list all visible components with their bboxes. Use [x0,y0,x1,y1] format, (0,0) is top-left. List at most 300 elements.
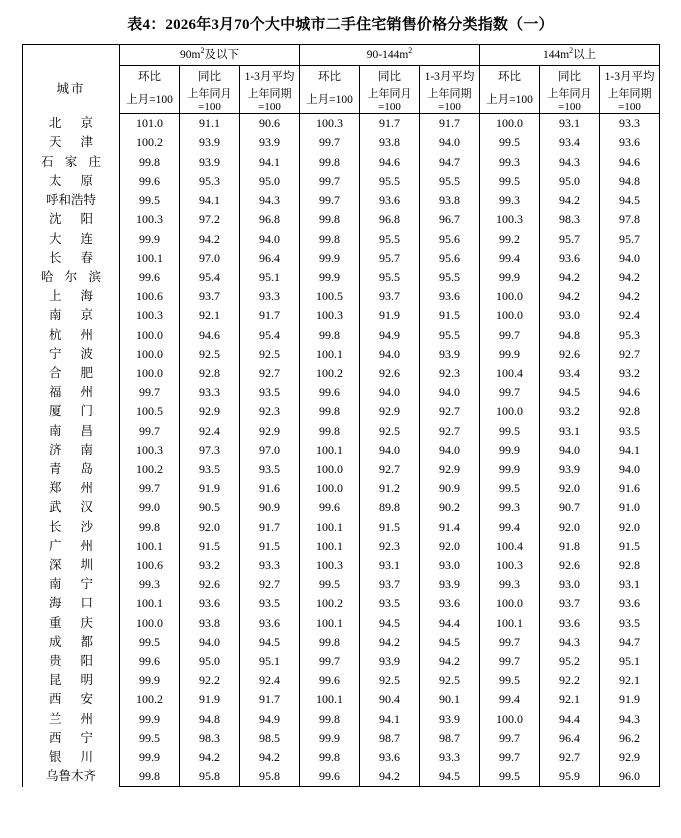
cell-value: 91.4 [420,518,480,537]
row-city-label: 南 昌 [23,422,120,441]
cell-value: 93.8 [180,614,240,633]
cell-value: 95.6 [420,230,480,249]
cell-value: 100.2 [316,365,343,380]
base-header-2-1: 上年同月=100 [540,88,600,114]
cell-value: 96.0 [600,767,660,787]
cell-value: 100.0 [496,596,524,611]
row-city-label: 长 沙 [23,518,120,537]
row-city-label: 广 州 [23,537,120,556]
cell-value: 91.5 [420,306,480,325]
table-row [23,210,660,229]
base-header-0-0: 上月=100 [120,88,180,114]
cell-value: 91.1 [180,114,240,134]
cell-value: 92.7 [420,422,480,441]
table-row [23,614,660,633]
cell-value: 95.5 [420,326,480,345]
base-header-0-2: 上年同期=100 [240,88,300,114]
cell-value: 92.9 [360,402,420,421]
cell-value: 93.3 [240,287,300,306]
cell-value: 100.3 [316,116,343,131]
cell-value: 93.5 [600,422,660,441]
table-row [23,460,660,479]
cell-value: 101.0 [120,114,180,134]
cell-value: 94.5 [540,383,600,402]
cell-value: 92.1 [540,690,600,709]
cell-value: 100.3 [316,557,343,572]
base-header-1-0: 上月=100 [300,88,360,114]
cell-value: 94.0 [360,383,420,402]
table-row [23,690,660,709]
cell-value: 93.9 [540,460,600,479]
cell-value: 92.9 [600,748,660,767]
cell-value: 91.7 [240,518,300,537]
cell-value: 95.9 [540,767,600,787]
group-header-0: $90m^2$及以下 [120,45,300,66]
cell-value: 99.7 [499,749,521,764]
table-row [23,345,660,364]
cell-value: 94.5 [240,633,300,652]
cell-value: 92.5 [180,345,240,364]
cell-value: 94.5 [600,191,660,210]
cell-value: 100.1 [316,692,343,707]
cell-value: 99.9 [120,748,180,767]
cell-value: 92.2 [180,671,240,690]
cell-value: 100.0 [120,364,180,383]
cell-value: 99.4 [499,519,521,534]
cell-value: 95.3 [600,326,660,345]
cell-value: 99.9 [499,442,521,457]
table-row [23,575,660,594]
cell-value: 99.3 [499,193,521,208]
row-city-label: 西 宁 [23,729,120,748]
cell-value: 100.1 [120,249,180,268]
cell-value: 93.2 [540,402,600,421]
row-city-label: 郑 州 [23,479,120,498]
cell-value: 95.1 [240,652,300,671]
cell-value: 99.5 [120,729,180,748]
row-city-label: 太 原 [23,172,120,191]
cell-value: 95.0 [180,652,240,671]
cell-value: 99.9 [499,461,521,476]
cell-value: 100.0 [496,711,524,726]
cell-value: 92.7 [360,460,420,479]
cell-value: 99.5 [319,577,340,592]
row-city-label: 海 口 [23,594,120,613]
cell-value: 95.0 [240,172,300,191]
cell-value: 96.8 [360,210,420,229]
cell-value: 92.8 [600,556,660,575]
cell-value: 95.5 [360,268,420,287]
cell-value: 93.7 [360,287,420,306]
cell-value: 99.8 [120,153,180,172]
cell-value: 100.1 [496,615,524,630]
cell-value: 99.8 [120,767,180,787]
sub-header-0-0: 环比 [120,66,180,89]
cell-value: 94.5 [360,614,420,633]
header-city: 城市 [23,66,120,114]
cell-value: 92.5 [420,671,480,690]
cell-value: 96.2 [600,729,660,748]
cell-value: 94.3 [540,153,600,172]
cell-value: 93.4 [540,364,600,383]
table-row [23,671,660,690]
cell-value: 99.6 [120,172,180,191]
row-city-label: 贵 阳 [23,652,120,671]
cell-value: 99.8 [319,327,340,342]
base-header-2-0: 上月=100 [480,88,540,114]
cell-value: 94.2 [240,748,300,767]
table-row [23,326,660,345]
cell-value: 92.5 [240,345,300,364]
cell-value: 93.6 [600,133,660,152]
cell-value: 100.3 [120,210,180,229]
table-row [23,441,660,460]
cell-value: 92.7 [240,575,300,594]
group-header-2: $144m^2$以上 [480,45,660,66]
cell-value: 94.2 [600,287,660,306]
cell-value: 94.8 [600,172,660,191]
cell-value: 93.7 [180,287,240,306]
row-city-label: 石 家 庄 [23,153,120,172]
cell-value: 93.6 [540,614,600,633]
cell-value: 93.6 [180,594,240,613]
cell-value: 93.2 [600,364,660,383]
cell-value: 97.0 [240,441,300,460]
row-city-label: 大 连 [23,230,120,249]
cell-value: 95.6 [420,249,480,268]
cell-value: 93.5 [180,460,240,479]
cell-value: 91.7 [420,114,480,134]
table-row [23,364,660,383]
cell-value: 99.9 [319,250,340,265]
cell-value: 93.3 [180,383,240,402]
price-index-table [22,44,660,787]
row-city-label: 昆 明 [23,671,120,690]
table-row [23,268,660,287]
cell-value: 95.1 [240,268,300,287]
sub-header-2-2: 1-3月平均 [600,66,660,89]
cell-value: 100.0 [120,326,180,345]
cell-value: 95.3 [180,172,240,191]
cell-value: 90.9 [420,479,480,498]
cell-value: 96.4 [240,249,300,268]
cell-value: 99.8 [319,231,340,246]
sub-header-2-0: 环比 [498,70,522,83]
cell-value: 99.6 [319,673,340,688]
cell-value: 95.7 [540,230,600,249]
cell-value: 98.5 [240,729,300,748]
cell-value: 94.0 [420,441,480,460]
row-city-label: 天 津 [23,133,120,152]
cell-value: 94.4 [540,710,600,729]
cell-value: 95.5 [360,230,420,249]
cell-value: 92.4 [180,422,240,441]
table-row [23,230,660,249]
cell-value: 100.1 [120,537,180,556]
row-city-label: 重 庆 [23,614,120,633]
cell-value: 99.8 [319,749,340,764]
cell-value: 93.0 [540,306,600,325]
cell-value: 98.7 [420,729,480,748]
row-city-label: 南 京 [23,306,120,325]
table-row [23,748,660,767]
cell-value: 94.2 [540,268,600,287]
cell-value: 100.3 [496,212,524,227]
header-blank-corner [23,45,120,66]
cell-value: 91.9 [180,690,240,709]
cell-value: 98.3 [540,210,600,229]
cell-value: 97.3 [180,441,240,460]
cell-value: 91.9 [360,306,420,325]
cell-value: 100.4 [496,538,524,553]
row-city-label: 西 安 [23,690,120,709]
cell-value: 91.6 [240,479,300,498]
cell-value: 91.9 [180,479,240,498]
cell-value: 94.7 [600,633,660,652]
cell-value: 100.5 [316,289,343,304]
cell-value: 94.9 [240,710,300,729]
cell-value: 95.7 [360,249,420,268]
table-row [23,652,660,671]
cell-value: 99.6 [300,767,360,787]
cell-value: 93.3 [600,114,660,134]
table-row [23,518,660,537]
cell-value: 99.6 [120,268,180,287]
sub-header-1-2: 1-3月平均 [420,66,480,89]
cell-value: 95.4 [180,268,240,287]
cell-value: 99.7 [319,193,340,208]
base-header-1-1: 上年同月=100 [360,88,420,114]
cell-value: 93.5 [240,594,300,613]
cell-value: 95.8 [240,767,300,787]
cell-value: 93.7 [540,594,600,613]
cell-value: 94.4 [420,614,480,633]
row-city-label: 合 肥 [23,364,120,383]
cell-value: 100.0 [496,289,524,304]
cell-value: 92.9 [180,402,240,421]
cell-value: 99.3 [499,577,521,592]
cell-value: 89.8 [360,498,420,517]
cell-value: 92.7 [600,345,660,364]
row-city-label: 上 海 [23,287,120,306]
cell-value: 99.0 [120,498,180,517]
cell-value: 94.5 [420,767,480,787]
cell-value: 99.6 [120,652,180,671]
cell-value: 94.9 [360,326,420,345]
cell-value: 99.6 [319,385,340,400]
row-city-label: 深 圳 [23,556,120,575]
cell-value: 92.6 [540,345,600,364]
cell-value: 99.5 [499,173,521,188]
cell-value: 90.2 [420,498,480,517]
cell-value: 91.7 [360,114,420,134]
cell-value: 100.0 [120,345,180,364]
cell-value: 100.1 [316,346,343,361]
table-row [23,249,660,268]
table-body [23,114,660,787]
table-container [0,44,681,787]
cell-value: 99.5 [120,191,180,210]
cell-value: 90.6 [240,114,300,134]
sub-header-2-1: 同比 [540,66,600,89]
cell-value: 92.6 [360,364,420,383]
cell-value: 100.0 [496,404,524,419]
cell-value: 92.8 [600,402,660,421]
cell-value: 93.4 [540,133,600,152]
cell-value: 99.9 [120,710,180,729]
cell-value: 100.2 [120,133,180,152]
table-row [23,133,660,152]
cell-value: 94.1 [360,710,420,729]
cell-value: 99.5 [480,767,540,787]
cell-value: 92.6 [180,575,240,594]
cell-value: 99.7 [499,385,521,400]
cell-value: 100.6 [120,287,180,306]
cell-value: 100.1 [316,442,343,457]
cell-value: 100.0 [316,461,343,476]
cell-value: 92.2 [540,671,600,690]
cell-value: 95.8 [180,767,240,787]
cell-value: 92.0 [540,479,600,498]
cell-value: 99.9 [120,230,180,249]
cell-value: 99.9 [319,269,340,284]
cell-value: 94.3 [240,191,300,210]
cell-value: 94.0 [360,345,420,364]
cell-value: 94.6 [180,326,240,345]
cell-value: 94.1 [240,153,300,172]
cell-value: 92.0 [540,518,600,537]
sub-header-1-0: 环比 [318,70,341,83]
cell-value: 94.0 [420,383,480,402]
cell-value: 99.8 [319,212,340,227]
cell-value: 93.7 [360,575,420,594]
cell-value: 99.6 [319,500,340,515]
cell-value: 99.9 [319,730,340,745]
cell-value: 93.6 [360,191,420,210]
cell-value: 93.5 [600,614,660,633]
cell-value: 93.3 [420,748,480,767]
cell-value: 100.3 [316,308,343,323]
cell-value: 99.7 [499,634,521,649]
cell-value: 93.8 [360,133,420,152]
cell-value: 92.0 [420,537,480,556]
cell-value: 91.5 [600,537,660,556]
cell-value: 99.7 [319,653,340,668]
cell-value: 90.7 [540,498,600,517]
cell-value: 99.5 [499,423,521,438]
cell-value: 93.9 [420,710,480,729]
cell-value: 93.5 [240,383,300,402]
cell-value: 99.7 [120,422,180,441]
row-city-label: 武 汉 [23,498,120,517]
cell-value: 95.2 [540,652,600,671]
cell-value: 99.7 [499,653,521,668]
cell-value: 94.2 [540,287,600,306]
cell-value: 92.3 [240,402,300,421]
cell-value: 99.8 [319,711,340,726]
cell-value: 91.8 [540,537,600,556]
group-header-1: $90-144m^2$ [300,45,480,66]
cell-value: 93.1 [600,575,660,594]
cell-value: 94.2 [600,268,660,287]
cell-value: 100.0 [496,116,524,131]
row-city-label: 北 京 [23,114,120,134]
cell-value: 100.0 [496,308,524,323]
cell-value: 90.1 [420,690,480,709]
cell-value: 93.5 [240,460,300,479]
cell-value: 100.3 [120,441,180,460]
row-city-label: 福 州 [23,383,120,402]
cell-value: 92.5 [360,671,420,690]
row-city-label: 银 川 [23,748,120,767]
cell-value: 96.7 [420,210,480,229]
cell-value: 94.0 [540,441,600,460]
cell-value: 94.8 [540,326,600,345]
cell-value: 94.3 [600,710,660,729]
cell-value: 95.5 [420,172,480,191]
cell-value: 94.2 [540,191,600,210]
cell-value: 91.5 [360,518,420,537]
cell-value: 93.8 [420,191,480,210]
cell-value: 94.2 [360,767,420,787]
cell-value: 99.8 [319,423,340,438]
cell-value: 100.3 [496,557,524,572]
cell-value: 99.7 [120,383,180,402]
cell-value: 91.7 [240,690,300,709]
cell-value: 95.0 [540,172,600,191]
table-header [23,45,660,114]
cell-value: 93.3 [240,556,300,575]
cell-value: 92.6 [540,556,600,575]
cell-value: 98.3 [180,729,240,748]
cell-value: 100.5 [120,402,180,421]
base-header-1-2: 上年同期=100 [420,88,480,114]
cell-value: 100.1 [316,538,343,553]
cell-value: 93.9 [240,133,300,152]
cell-value: 100.3 [120,306,180,325]
cell-value: 100.2 [120,690,180,709]
cell-value: 99.8 [120,518,180,537]
cell-value: 96.8 [240,210,300,229]
cell-value: 99.5 [499,673,521,688]
cell-value: 93.6 [420,287,480,306]
cell-value: 99.3 [499,500,521,515]
cell-value: 99.7 [499,327,521,342]
header-row-groups [23,45,660,66]
cell-value: 99.8 [319,634,340,649]
cell-value: 95.7 [600,230,660,249]
cell-value: 99.7 [120,479,180,498]
cell-value: 95.1 [600,652,660,671]
cell-value: 92.0 [600,518,660,537]
cell-value: 91.2 [360,479,420,498]
table-row [23,633,660,652]
cell-value: 93.5 [360,594,420,613]
cell-value: 93.1 [360,556,420,575]
cell-value: 92.3 [420,364,480,383]
cell-value: 99.5 [120,633,180,652]
cell-value: 100.2 [120,460,180,479]
cell-value: 94.8 [180,710,240,729]
table-row [23,306,660,325]
cell-value: 93.9 [420,345,480,364]
cell-value: 92.9 [420,460,480,479]
cell-value: 93.0 [420,556,480,575]
cell-value: 94.7 [420,153,480,172]
table-row [23,172,660,191]
cell-value: 90.5 [180,498,240,517]
cell-value: 97.8 [600,210,660,229]
